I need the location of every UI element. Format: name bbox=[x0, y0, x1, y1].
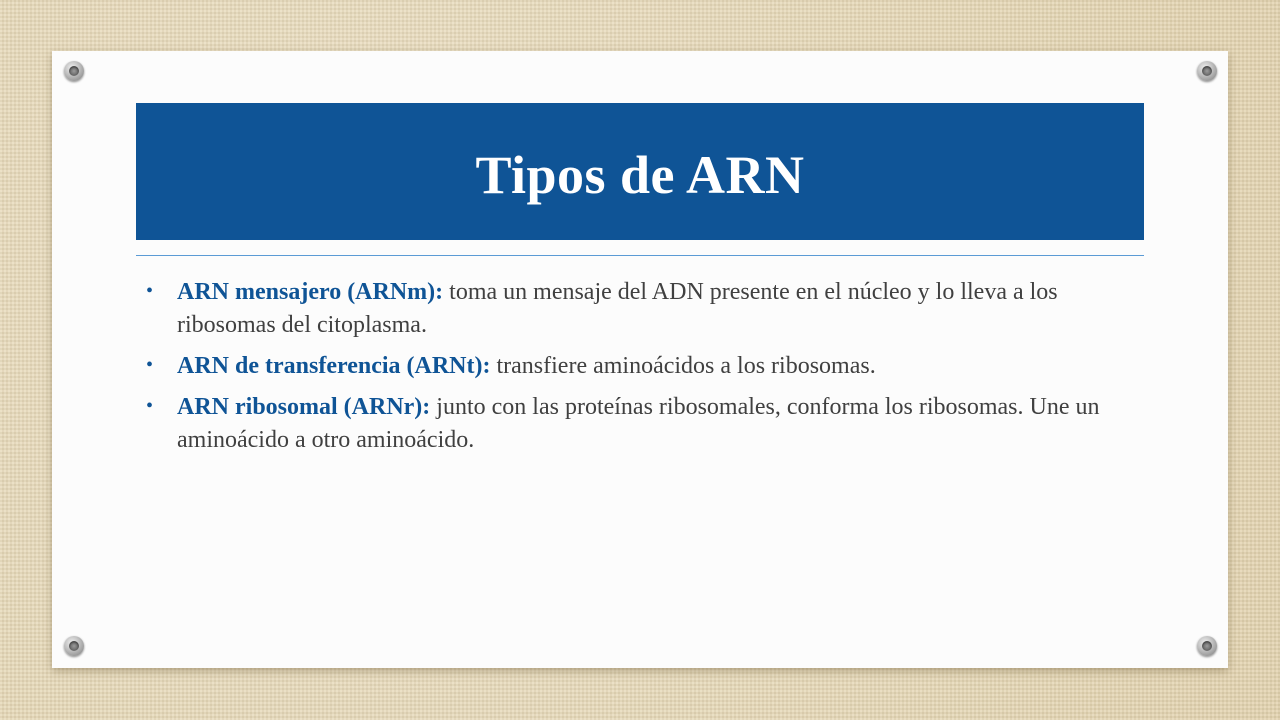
bullet-term: ARN de transferencia (ARNt): bbox=[177, 353, 491, 379]
bullet-dot-icon: • bbox=[146, 395, 154, 417]
slide-title: Tipos de ARN bbox=[475, 144, 805, 205]
bullet-text: junto con las proteínas ribosomales, conforma los ribosomas. Une un aminoácido a otro aminoácido. bbox=[177, 394, 1100, 453]
slide-card bbox=[52, 51, 1228, 668]
title-divider bbox=[136, 255, 1144, 256]
bullet-text: toma un mensaje del ADN presente en el núcleo y lo lleva a los ribosomas del citoplasma. bbox=[177, 279, 1058, 338]
bullet-dot-icon: • bbox=[146, 354, 154, 376]
title-banner bbox=[136, 103, 1144, 240]
bullet-text: transfiere aminoácidos a los ribosomas. bbox=[490, 353, 876, 379]
bullet-dot-icon: • bbox=[146, 280, 154, 302]
pushpin-icon bbox=[1197, 61, 1217, 81]
bullet-item-arnm bbox=[142, 276, 1142, 342]
pushpin-icon bbox=[64, 61, 84, 81]
bullet-term: ARN ribosomal (ARNr): bbox=[177, 394, 431, 420]
bullet-item-arnt bbox=[142, 350, 1142, 383]
bullet-list bbox=[142, 276, 1142, 465]
bullet-item-arnr bbox=[142, 391, 1142, 457]
bullet-term: ARN mensajero (ARNm): bbox=[177, 279, 444, 305]
pushpin-icon bbox=[1197, 636, 1217, 656]
pushpin-icon bbox=[64, 636, 84, 656]
